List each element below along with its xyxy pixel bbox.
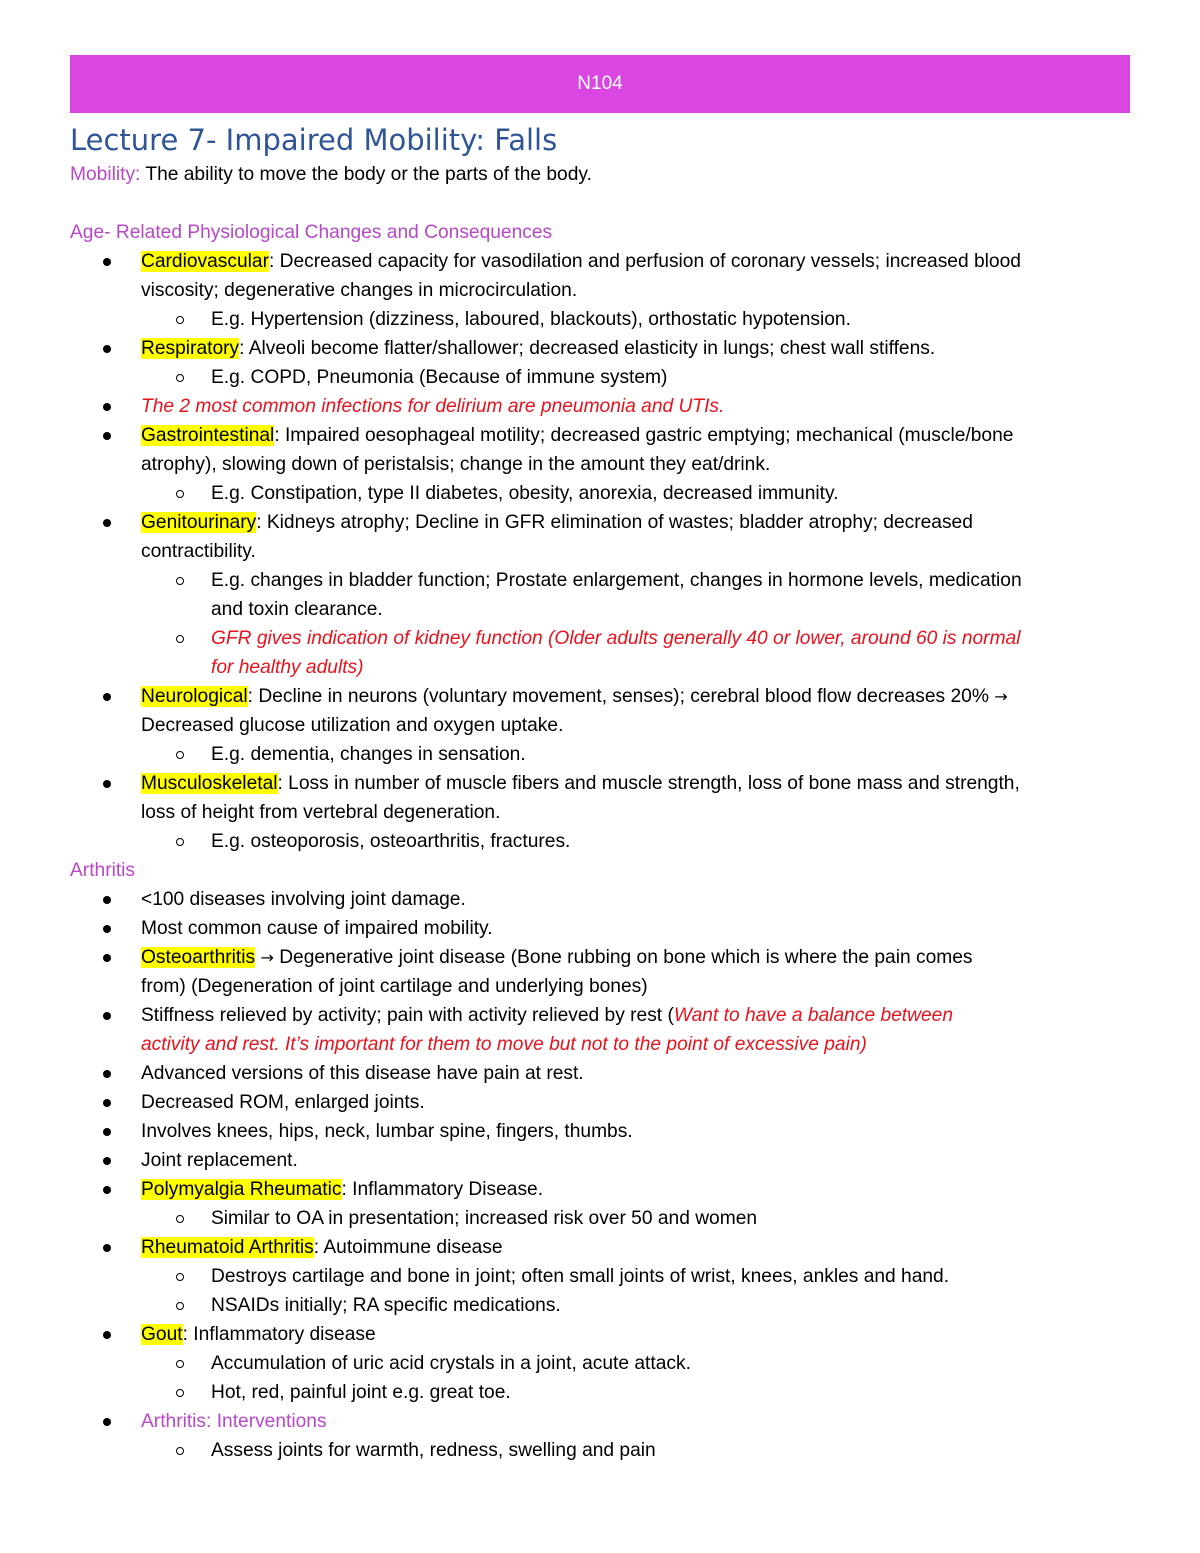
text-line: viscosity; degenerative changes in microcirculation. xyxy=(141,280,578,301)
sub-item: E.g. changes in bladder function; Prostate enlargement, changes in hormone levels, medication xyxy=(70,566,1130,595)
term-genitourinary: Genitourinary xyxy=(141,512,257,533)
text-line: from) (Degeneration of joint cartilage and underlying bones) xyxy=(141,976,648,997)
sub-item: E.g. osteoporosis, osteoarthritis, fractures. xyxy=(70,827,1130,856)
term-rheumatoid: Rheumatoid Arthritis xyxy=(141,1237,314,1258)
text-line: : Inflammatory Disease. xyxy=(341,1179,544,1200)
term-osteoarthritis: Osteoarthritis xyxy=(141,947,256,968)
text-line: atrophy), slowing down of peristalsis; change in the amount they eat/drink. xyxy=(141,454,771,475)
list-item-stiffness xyxy=(70,1001,1130,1030)
sub-item: E.g. Hypertension (dizziness, laboured, blackouts), orthostatic hypotension. xyxy=(70,305,1130,334)
course-code: N104 xyxy=(577,73,623,94)
list-item: Joint replacement. xyxy=(70,1146,1130,1175)
list-item: <100 diseases involving joint damage. xyxy=(70,885,1130,914)
document-body xyxy=(70,160,1130,1465)
gfr-note: GFR gives indication of kidney function (Older adults generally 40 or lower, around 60 is normal xyxy=(70,624,1130,653)
mobility-definition xyxy=(70,160,1130,189)
text-line: : Loss in number of muscle fibers and muscle strength, loss of bone mass and strength, xyxy=(277,773,1020,794)
course-banner xyxy=(70,55,1130,113)
text-line: : Kidneys atrophy; Decline in GFR elimination of wastes; bladder atrophy; decreased xyxy=(256,512,973,533)
list-item-polymyalgia xyxy=(70,1175,1130,1204)
spacer xyxy=(70,189,1130,218)
term-respiratory: Respiratory xyxy=(141,338,240,359)
sub-item: NSAIDs initially; RA specific medications. xyxy=(70,1291,1130,1320)
list-item-osteoarthritis xyxy=(70,943,1130,972)
text-line: : Inflammatory disease xyxy=(182,1324,376,1345)
text-line: : Impaired oesophageal motility; decreased gastric emptying; mechanical (muscle/bone xyxy=(274,425,1014,446)
text-line: Degenerative joint disease (Bone rubbing on bone which is where the pain comes xyxy=(273,947,973,968)
sub-item: Hot, red, painful joint e.g. great toe. xyxy=(70,1378,1130,1407)
text-line: and toxin clearance. xyxy=(211,599,383,620)
list-item: Most common cause of impaired mobility. xyxy=(70,914,1130,943)
list-item-rheumatoid xyxy=(70,1233,1130,1262)
sub-item: Assess joints for warmth, redness, swelling and pain xyxy=(70,1436,1130,1465)
arrow-right-icon: → xyxy=(260,948,274,967)
list-item: Involves knees, hips, neck, lumbar spine, fingers, thumbs. xyxy=(70,1117,1130,1146)
list-item-gout xyxy=(70,1320,1130,1349)
term-polymyalgia: Polymyalgia Rheumatic xyxy=(141,1179,342,1200)
age-section-heading: Age- Related Physiological Changes and Consequences xyxy=(70,222,553,243)
text-line: : Autoimmune disease xyxy=(313,1237,503,1258)
term-neurological: Neurological xyxy=(141,686,248,707)
page-title: Lecture 7- Impaired Mobility: Falls xyxy=(70,123,558,157)
text-line: contractibility. xyxy=(141,541,256,562)
list-item-musculoskeletal xyxy=(70,769,1130,798)
term-gastrointestinal: Gastrointestinal xyxy=(141,425,275,446)
gfr-note-cont: for healthy adults) xyxy=(211,657,364,678)
text-line: loss of height from vertebral degeneration. xyxy=(141,802,501,823)
arthritis-heading: Arthritis xyxy=(70,860,136,881)
sub-item: Similar to OA in presentation; increased risk over 50 and women xyxy=(70,1204,1130,1233)
text-line: : Alveoli become flatter/shallower; decreased elasticity in lungs; chest wall stiffens. xyxy=(239,338,936,359)
mobility-term: Mobility: xyxy=(70,164,141,185)
sub-item: E.g. dementia, changes in sensation. xyxy=(70,740,1130,769)
interventions-heading: Arthritis: Interventions xyxy=(70,1407,1130,1436)
arrow-right-icon: → xyxy=(994,687,1008,706)
text-line: Stiffness relieved by activity; pain with activity relieved by rest ( xyxy=(141,1005,674,1026)
sub-item: Accumulation of uric acid crystals in a joint, acute attack. xyxy=(70,1349,1130,1378)
term-musculoskeletal: Musculoskeletal xyxy=(141,773,278,794)
text-line: : Decreased capacity for vasodilation and perfusion of coronary vessels; increased blood xyxy=(268,251,1021,272)
text-line: : Decline in neurons (voluntary movement, senses); cerebral blood flow decreases 20% xyxy=(247,686,995,707)
text-line: Decreased glucose utilization and oxygen uptake. xyxy=(141,715,564,736)
sub-item: E.g. Constipation, type II diabetes, obesity, anorexia, decreased immunity. xyxy=(70,479,1130,508)
note-text: activity and rest. It’s important for them to move but not to the point of excessive pain) xyxy=(141,1034,867,1055)
list-item-gastrointestinal xyxy=(70,421,1130,450)
term-gout: Gout xyxy=(141,1324,183,1345)
list-item-cardiovascular xyxy=(70,247,1130,276)
note-text: Want to have a balance between xyxy=(673,1005,953,1026)
term-cardiovascular: Cardiovascular xyxy=(141,251,269,272)
sub-item: Destroys cartilage and bone in joint; often small joints of wrist, knees, ankles and hand. xyxy=(70,1262,1130,1291)
sub-item: E.g. COPD, Pneumonia (Because of immune system) xyxy=(70,363,1130,392)
list-item: Advanced versions of this disease have pain at rest. xyxy=(70,1059,1130,1088)
mobility-text: The ability to move the body or the parts of the body. xyxy=(140,164,592,185)
list-item: Decreased ROM, enlarged joints. xyxy=(70,1088,1130,1117)
list-item-neurological xyxy=(70,682,1130,711)
list-item-genitourinary xyxy=(70,508,1130,537)
list-item-respiratory xyxy=(70,334,1130,363)
delirium-note: The 2 most common infections for delirium are pneumonia and UTIs. xyxy=(70,392,1130,421)
